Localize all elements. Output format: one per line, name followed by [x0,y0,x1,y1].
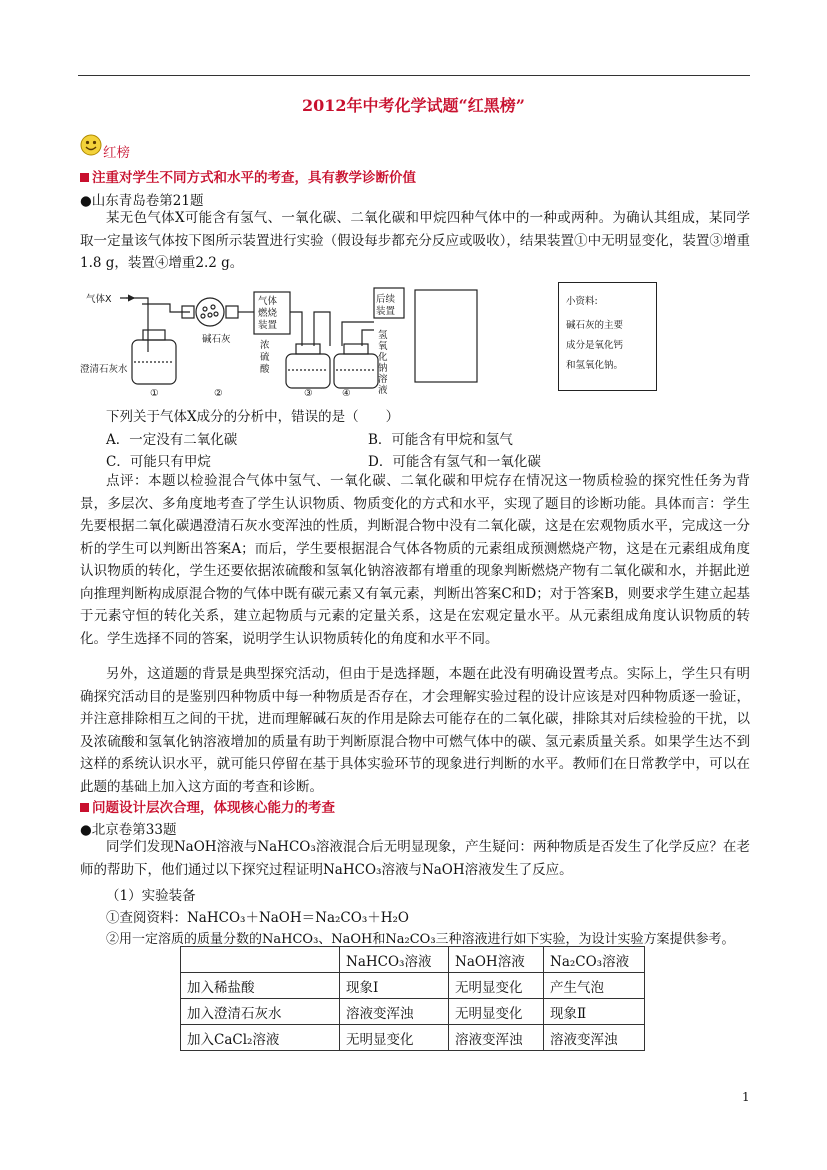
option-b: B．可能含有甲烷和氢气 [368,432,513,448]
num-1: ① [150,388,159,399]
table-cell: 溶液变浑浊 [449,1025,544,1051]
table-cell: 无明显变化 [340,1025,449,1051]
limewater-label: 澄清石灰水 [80,364,128,375]
table-header-cell: NaHCO₃溶液 [340,947,449,973]
step1b: ②用一定溶质的质量分数的NaHCO₃、NaOH和Na₂CO₃三种溶液进行如下实验，为设计实验方案提供参考。 [106,932,735,947]
header-rule [78,75,750,76]
red-square-icon [80,803,89,812]
section2-source: ●北京卷第33题 [80,822,177,838]
note-line-3: 成分是氧化钙 [566,340,624,351]
note-line-1: 小资料: [566,296,598,307]
naoh-label-1: 氢 [378,330,388,341]
table-row [181,999,645,1025]
naoh-label-3: 化 [378,352,388,363]
burn-device-label-3: 装置 [258,320,278,331]
gas-x-label: 气体X [86,294,112,305]
table-row [181,973,645,999]
naoh-label-4: 钠 [378,363,388,374]
note-line-2: 碱石灰的主要 [566,320,624,331]
section2-heading [80,796,335,816]
section1-source: ●山东青岛卷第21题 [80,193,204,209]
num-3: ③ [304,388,313,399]
num-2: ② [214,388,223,399]
page-title: 2012年中考化学试题“红黑榜” [302,96,525,115]
table-cell: 现象Ⅱ [544,999,645,1025]
step1: （1）实验装备 [106,888,196,904]
table-cell: 加入稀盐酸 [181,973,340,999]
later-device-label-2: 装置 [376,306,396,317]
table-cell: 无明显变化 [449,973,544,999]
apparatus-figure [80,282,480,402]
option-a: A．一定没有二氧化碳 [106,432,238,448]
table-row [181,1025,645,1051]
smiley-face-icon [80,134,102,156]
table-cell: 现象Ⅰ [340,973,449,999]
option-c: C．可能只有甲烷 [106,454,211,470]
naoh-label-2: 氧 [378,341,388,352]
burn-device-label-1: 气体 [258,296,278,307]
table-cell: 产生气泡 [544,973,645,999]
acid-label-1: 浓 [260,340,270,351]
option-d: D．可能含有氢气和一氧化碳 [368,454,541,470]
table-cell: 无明显变化 [449,999,544,1025]
num-4: ④ [342,388,351,399]
table-header-cell [181,947,340,973]
comment-paragraph: 点评：本题以检验混合气体中氢气、一氧化碳、二氧化碳和甲烷存在情况这一物质检验的探究性任务为背景，多层次、多角度地考查了学生认识物质、物质变化的方式和水平，实现了题目的诊断功能。具体而言：学生先要根据二氧化碳遇澄清石灰水变浑浊的性质，判断混合物中没有二氧化碳，这是在宏观物质水平，完成这一分析的学生可以判断出答案A；而后，学生要根据混合气体各物质的元素组成预测燃烧产物，这是在元素组成角度认识物质的转化，学生还要依据浓硫酸和氢氧化钠溶液都有增重的现象判断燃烧产物有二氧化碳和水，并据此逆向推理判断构成原混合物的气体中既有碳元素又有氧元素，判断出答案C和D；对于答案B，则要求学生建立起基于元素守恒的转化关系，建立起物质与元素的定量关系，这是在宏观定量水平。从元素组成角度认识物质的转化。学生选择不同的答案，说明学生认识物质转化的角度和水平不同。 [80,473,750,647]
table-header-row [181,947,645,973]
reaction-table [180,946,645,1051]
section1-problem: 某无色气体X可能含有氢气、一氧化碳、二氧化碳和甲烷四种气体中的一种或两种。为确认其组成，某同学取一定量该气体按下图所示装置进行实验（假设每步都充分反应或吸收），结果装置①中无明显变化，装置③增重1.8 g，装置④增重2.2 g。 [80,210,750,271]
table-cell: 溶液变浑浊 [544,1025,645,1051]
later-device-label-1: 后续 [376,294,396,305]
extra-paragraph: 另外，这道题的背景是典型探究活动，但由于是选择题，本题在此没有明确设置考点。实际上，学生只有明确探究活动目的是鉴别四种物质中每一种物质是否存在，才会理解实验过程的设计应该是对四种物质逐一验证，并注意排除相互之间的干扰，进而理解碱石灰的作用是除去可能存在的二氧化碳，排除其对后续检验的干扰，以及浓硫酸和氢氧化钠溶液增加的质量有助于判断原混合物中可燃气体中的碳、氢元素质量关系。如果学生达不到这样的系统认识水平，就可能只停留在基于具体实验环节的现象进行判断的水平。教师们在日常教学中，可以在此题的基础上加入这方面的考查和诊断。 [80,666,750,795]
table-header-cell: NaOH溶液 [449,947,544,973]
step1a: ①查阅资料：NaHCO₃＋NaOH＝Na₂CO₃＋H₂O [106,910,409,926]
section1-heading [80,166,416,186]
burn-device-label-2: 燃烧 [258,308,278,319]
table-cell: 加入CaCl₂溶液 [181,1025,340,1051]
naoh-label-6: 液 [378,385,388,396]
section2-intro: 同学们发现NaOH溶液与NaHCO₃溶液混合后无明显现象，产生疑问：两种物质是否发生了化学反应？在老师的帮助下，他们通过以下探究过程证明NaHCO₃溶液与NaOH溶液发生了反应。 [80,839,750,878]
naoh-label-5: 溶 [378,374,388,385]
page-number: 1 [742,1090,750,1104]
table-cell: 溶液变浑浊 [340,999,449,1025]
question-text: 下列关于气体X成分的分析中，错误的是（ ） [106,409,400,425]
acid-label-2: 硫 [260,352,270,363]
note-line-4: 和氢氧化钠。 [566,360,624,371]
red-list-label: 红榜 [103,145,130,161]
note-box [558,282,658,392]
table-header-cell: Na₂CO₃溶液 [544,947,645,973]
section1-heading-text: 注重对学生不同方式和水平的考查，具有教学诊断价值 [92,170,416,186]
table-cell: 加入澄清石灰水 [181,999,340,1025]
section2-heading-text: 问题设计层次合理，体现核心能力的考查 [92,800,335,816]
acid-label-3: 酸 [260,364,270,375]
soda-lime-label: 碱石灰 [202,334,231,345]
red-square-icon [80,173,89,182]
